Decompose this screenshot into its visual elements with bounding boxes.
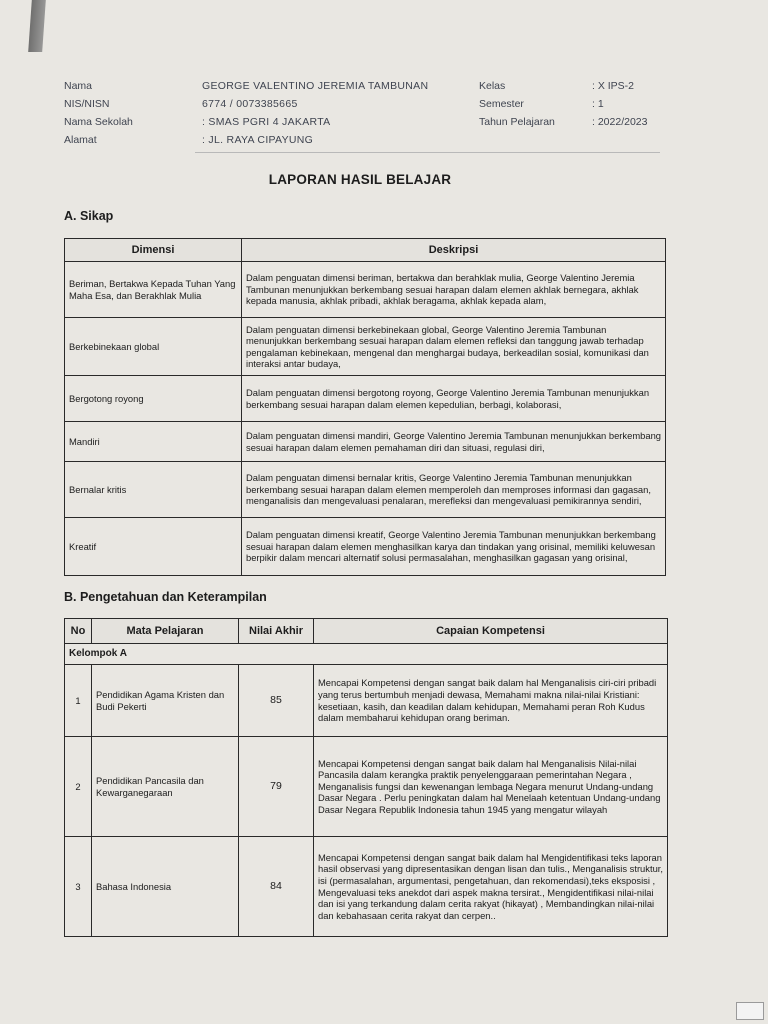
- identity-label: Nama: [64, 80, 93, 92]
- table-row: [65, 462, 666, 518]
- row-number: 3: [65, 837, 92, 937]
- identity-label: Nama Sekolah: [64, 116, 133, 128]
- scanner-watermark: [736, 1002, 764, 1020]
- column-header-subject: Mata Pelajaran: [92, 619, 239, 644]
- table-row: [65, 518, 666, 576]
- table-row: [65, 422, 666, 462]
- table-header-row: [65, 239, 666, 262]
- attitude-table: [64, 238, 666, 576]
- identity-value: : JL. RAYA CIPAYUNG: [202, 134, 314, 146]
- table-row: [65, 737, 668, 837]
- score-cell: 79: [239, 737, 314, 837]
- knowledge-skills-table: [64, 618, 668, 937]
- scan-edge-shadow: [28, 0, 46, 52]
- description-cell: Dalam penguatan dimensi berkebinekaan global, George Valentino Jeremia Tambunan menunjukkan berkembang sesuai harapan dalam elemen refleksi dan tanggung jawab terhadap pengalaman kebinekaan, mengenal dan menghargai budaya, berkeadilan sosial, komunikasi dan interaksi antar budaya,: [242, 318, 666, 376]
- group-row: [65, 644, 668, 665]
- identity-row: [64, 116, 692, 134]
- description-cell: Dalam penguatan dimensi bernalar kritis, George Valentino Jeremia Tambunan menunjukkan berkembang sesuai harapan dalam elemen memperoleh dan memproses informasi dan gagasan, menganalisis dan mengevaluasi penalaran, merefleksi dan mengevaluasi pemikirannya sendiri,: [242, 462, 666, 518]
- description-cell: Dalam penguatan dimensi bergotong royong, George Valentino Jeremia Tambunan menunjukkan berkembang sesuai harapan dalam elemen kepedulian, berbagi, kolaborasi,: [242, 376, 666, 422]
- report-page: [52, 56, 692, 1024]
- identity-value-2: : 2022/2023: [592, 116, 648, 128]
- section-title-pengetahuan: B. Pengetahuan dan Keterampilan: [64, 590, 267, 604]
- identity-divider: [195, 152, 660, 153]
- subject-cell: Pendidikan Agama Kristen dan Budi Pekerti: [92, 665, 239, 737]
- row-number: 1: [65, 665, 92, 737]
- competency-cell: Mencapai Kompetensi dengan sangat baik dalam hal Menganalisis ciri-ciri pribadi yang terus bertumbuh menjadi dewasa, Memahami makna nilai-nilai Kristiani: kesetiaan, kasih, dan keadilan dalam kehidupan, Memahami peran Roh Kudus dalam membaharui kehidupan orang beriman.: [314, 665, 668, 737]
- table-row: [65, 318, 666, 376]
- identity-row: [64, 134, 692, 152]
- table-row: [65, 837, 668, 937]
- score-cell: 85: [239, 665, 314, 737]
- subject-cell: Pendidikan Pancasila dan Kewarganegaraan: [92, 737, 239, 837]
- dimension-cell: Berkebinekaan global: [65, 318, 242, 376]
- identity-value-2: : X IPS-2: [592, 80, 635, 92]
- column-header-score: Nilai Akhir: [239, 619, 314, 644]
- row-number: 2: [65, 737, 92, 837]
- dimension-cell: Kreatif: [65, 518, 242, 576]
- identity-label: Alamat: [64, 134, 97, 146]
- identity-row: [64, 80, 692, 98]
- table-header-row: [65, 619, 668, 644]
- column-header-no: No: [65, 619, 92, 644]
- student-identity: [64, 80, 692, 152]
- identity-label-2: Tahun Pelajaran: [479, 116, 555, 128]
- identity-label: NIS/NISN: [64, 98, 110, 110]
- identity-value: 6774 / 0073385665: [202, 98, 298, 110]
- group-label: Kelompok A: [65, 644, 668, 665]
- description-cell: Dalam penguatan dimensi beriman, bertakwa dan berahklak mulia, George Valentino Jeremia Tambunan menunjukkan berkembang sesuai harapan dalam elemen akhlak bernegara, akhlak kepada manusia, akhlak pribadi, akhlak beragama, akhlak kepada alam,: [242, 262, 666, 318]
- table-row: [65, 262, 666, 318]
- dimension-cell: Bernalar kritis: [65, 462, 242, 518]
- column-header-competency: Capaian Kompetensi: [314, 619, 668, 644]
- competency-cell: Mencapai Kompetensi dengan sangat baik dalam hal Mengidentifikasi teks laporan hasil observasi yang dipresentasikan dengan lisan dan tulis., Menganalisis struktur, isi (permasalahan, argumentasi, pengetahuan, dan rekomendasi),teks eksposisi , Mengevaluasi teks anekdot dari aspek makna tersirat., Mengidentifikasi nilai-nilai dan isi yang terkandung dalam cerita rakyat (hikayat) , Membandingkan nilai-nilai dan kebahasaan cerita rakyat dan cerpen..: [314, 837, 668, 937]
- column-header-dimension: Dimensi: [65, 239, 242, 262]
- column-header-description: Deskripsi: [242, 239, 666, 262]
- table-row: [65, 376, 666, 422]
- dimension-cell: Beriman, Bertakwa Kepada Tuhan Yang Maha Esa, dan Berakhlak Mulia: [65, 262, 242, 318]
- description-cell: Dalam penguatan dimensi mandiri, George Valentino Jeremia Tambunan menunjukkan berkembang sesuai harapan dalam elemen pemahaman diri dan situasi, regulasi diri,: [242, 422, 666, 462]
- identity-label-2: Semester: [479, 98, 524, 110]
- identity-value: : SMAS PGRI 4 JAKARTA: [202, 116, 331, 128]
- identity-label-2: Kelas: [479, 80, 506, 92]
- identity-value: GEORGE VALENTINO JEREMIA TAMBUNAN: [202, 80, 429, 92]
- subject-cell: Bahasa Indonesia: [92, 837, 239, 937]
- description-cell: Dalam penguatan dimensi kreatif, George Valentino Jeremia Tambunan menunjukkan berkembang sesuai harapan dalam elemen menghasilkan karya dan tindakan yang orisinal, memiliki keluwesan berpikir dalam mencari alternatif solusi permasalahan, menghasilkan gagasan yang orisinal,: [242, 518, 666, 576]
- table-row: [65, 665, 668, 737]
- section-title-sikap: A. Sikap: [64, 209, 114, 223]
- dimension-cell: Bergotong royong: [65, 376, 242, 422]
- identity-row: [64, 98, 692, 116]
- dimension-cell: Mandiri: [65, 422, 242, 462]
- competency-cell: Mencapai Kompetensi dengan sangat baik dalam hal Menganalisis Nilai-nilai Pancasila dalam kerangka praktik penyelenggaraan pemerintahan Negara , Menganalisis fungsi dan kewenangan lembaga Negara menurut Undang-undang Dasar Negara . Perlu peningkatan dalam hal Menelaah ketentuan Undang-undang Dasar Negara Republik Indonesia tahun 1945 yang mengatur wilayah: [314, 737, 668, 837]
- score-cell: 84: [239, 837, 314, 937]
- identity-value-2: : 1: [592, 98, 604, 110]
- report-title: LAPORAN HASIL BELAJAR: [268, 172, 452, 187]
